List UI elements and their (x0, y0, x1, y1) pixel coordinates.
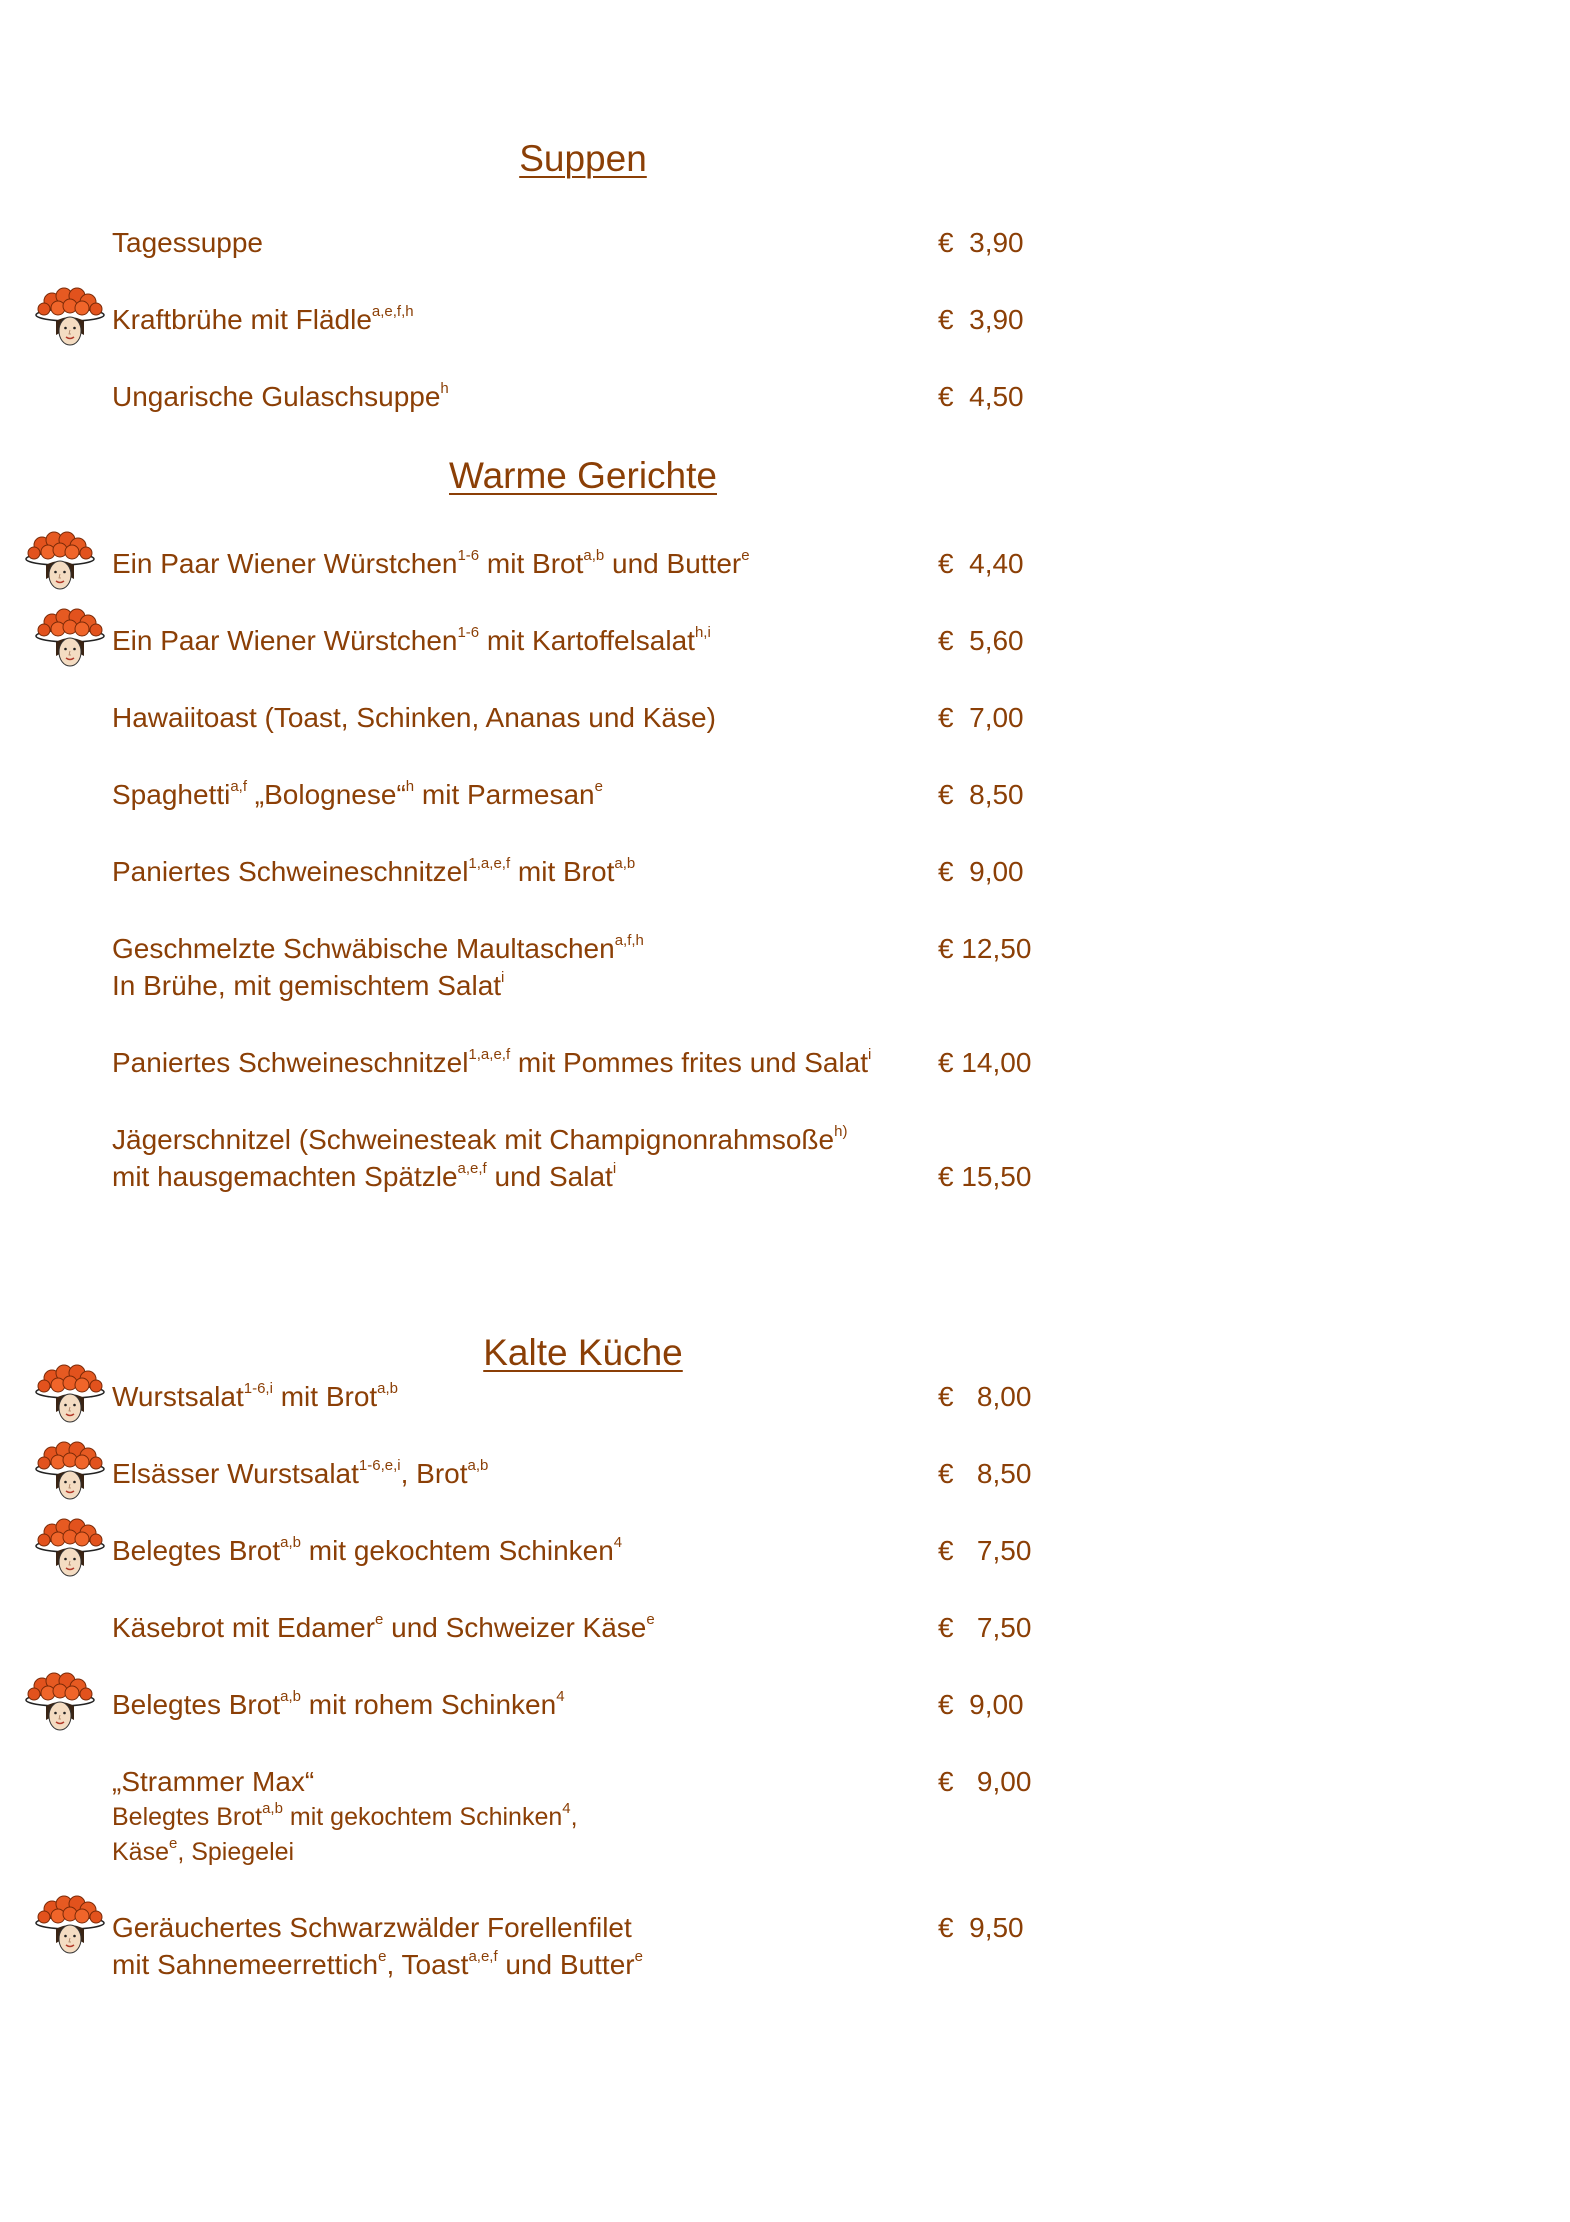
allergen-superscript: e (634, 1947, 643, 1965)
menu-item-text: mit Pommes frites und Salat (510, 1047, 869, 1078)
allergen-superscript: a,e,f (468, 1947, 498, 1965)
bollenhut-lady-icon (34, 1895, 106, 1959)
menu-item-line (112, 1455, 488, 1492)
allergen-superscript: a,b (583, 546, 605, 564)
menu-item-price: € 3,90 (938, 304, 1024, 335)
allergen-superscript: a,b (262, 1799, 283, 1817)
menu-item-text: , Spiegelei (177, 1838, 295, 1866)
menu-item (112, 1686, 565, 1723)
menu-item-text: Paniertes Schweineschnitzel (112, 1047, 469, 1078)
allergen-superscript: a,e,f (457, 1159, 487, 1177)
menu-item-line (112, 930, 644, 967)
menu-item-price: € 8,50 (938, 1458, 1032, 1489)
allergen-superscript: h,i (694, 623, 711, 641)
allergen-superscript: 1-6,i (243, 1379, 273, 1397)
bollenhut-lady-icon (34, 1441, 106, 1505)
menu-item-price: € 4,40 (938, 548, 1024, 579)
allergen-superscript: a,f (230, 777, 248, 795)
menu-item-text: „Strammer Max“ (112, 1766, 315, 1797)
allergen-superscript: h) (834, 1122, 848, 1140)
allergen-superscript: a,f,h (614, 931, 644, 949)
menu-item-price: € 4,50 (938, 381, 1024, 412)
menu-item-text: Belegtes Brot (112, 1535, 281, 1566)
menu-item-price: € 14,00 (938, 1047, 1032, 1078)
menu-item-text: Elsässer Wurstsalat (112, 1458, 359, 1489)
menu-item-line (112, 699, 716, 736)
menu-item-text: und Butter (497, 1949, 635, 1980)
menu-item (112, 545, 750, 582)
allergen-superscript: a,b (280, 1687, 301, 1705)
menu-item (112, 1763, 578, 1870)
menu-item-text: und Butter (604, 548, 742, 579)
menu-item-line (112, 1532, 622, 1569)
menu-item-text: Paniertes Schweineschnitzel (112, 856, 469, 887)
menu-item-line (112, 1800, 578, 1835)
allergen-superscript: 1,a,e,f (468, 854, 511, 872)
menu-item-text: Belegtes Brot (112, 1803, 263, 1831)
allergen-superscript: 1-6 (457, 546, 480, 564)
allergen-superscript: a,b (614, 854, 636, 872)
bollenhut-lady-icon (24, 531, 96, 595)
menu-item (112, 378, 449, 415)
menu-item-line (112, 1909, 643, 1946)
allergen-superscript: 1,a,e,f (468, 1045, 511, 1063)
section-heading-suppen: Suppen (519, 138, 647, 179)
menu-item (112, 1455, 488, 1492)
menu-item-price: € 9,50 (938, 1912, 1024, 1943)
allergen-superscript: e (741, 546, 750, 564)
menu-item-text: und Salat (486, 1161, 613, 1192)
menu-item-price: € 15,50 (938, 1161, 1032, 1192)
menu-item (112, 1909, 643, 1983)
menu-item-line (112, 622, 711, 659)
menu-item-line (112, 1378, 398, 1415)
allergen-superscript: a,b (377, 1379, 399, 1397)
menu-item-line (112, 1121, 847, 1158)
menu-item-text: Geschmelzte Schwäbische Maultaschen (112, 933, 615, 964)
menu-item-text: Ein Paar Wiener Würstchen (112, 548, 458, 579)
bollenhut-lady-icon (34, 1518, 106, 1582)
menu-item-text: Tagessuppe (112, 227, 264, 258)
menu-item-line (112, 224, 263, 261)
menu-item-text: Ungarische Gulaschsuppe (112, 381, 441, 412)
menu-item-text: „Bolognese“ (247, 779, 406, 810)
menu-item-line (112, 1686, 565, 1723)
menu-item-price: € 9,00 (938, 1766, 1032, 1797)
menu-item-line (112, 853, 635, 890)
allergen-superscript: h (440, 379, 449, 397)
menu-item (112, 776, 603, 813)
menu-item-text: mit hausgemachten Spätzle (112, 1161, 458, 1192)
menu-item-text: mit rohem Schinken (300, 1689, 557, 1720)
menu-item-text: mit Brot (479, 548, 584, 579)
menu-item-text: Käsebrot mit Edamer (112, 1612, 375, 1643)
menu-item-text: , Toast (386, 1949, 469, 1980)
bollenhut-lady-icon (34, 287, 106, 351)
menu-item-price: € 8,00 (938, 1381, 1032, 1412)
section-heading-warme-gerichte: Warme Gerichte (449, 455, 717, 496)
menu-item (112, 1121, 847, 1195)
allergen-superscript: i (612, 1159, 617, 1177)
menu-item-price: € 3,90 (938, 227, 1024, 258)
menu-item-text: mit Sahnemeerrettich (112, 1949, 379, 1980)
allergen-superscript: e (594, 777, 603, 795)
menu-item-line (112, 1044, 871, 1081)
menu-item (112, 224, 263, 261)
menu-item-text: , Brot (400, 1458, 468, 1489)
menu-item-text: mit Brot (510, 856, 615, 887)
menu-item-text: mit Kartoffelsalat (479, 625, 695, 656)
allergen-superscript: a,b (467, 1456, 489, 1474)
menu-item-text: mit gekochtem Schinken (300, 1535, 614, 1566)
allergen-superscript: i (501, 968, 505, 986)
menu-item (112, 1044, 871, 1081)
menu-item (112, 1609, 655, 1646)
allergen-superscript: 1-6,e,i (358, 1456, 401, 1474)
menu-item-price: € 7,00 (938, 702, 1024, 733)
allergen-superscript: e (378, 1947, 387, 1965)
menu-item-text: Spaghetti (112, 779, 231, 810)
menu-item-price: € 8,50 (938, 779, 1024, 810)
menu-item-line (112, 301, 414, 338)
menu-item-line (112, 967, 644, 1004)
menu-item-text: Hawaiitoast (Toast, Schinken, Ananas und Käse) (112, 702, 716, 733)
allergen-superscript: a,b (280, 1533, 301, 1551)
menu-item-price: € 12,50 (938, 933, 1032, 964)
allergen-superscript: i (868, 1045, 872, 1063)
menu-item-line (112, 1835, 578, 1870)
menu-item-text: Jägerschnitzel (Schweinesteak mit Champignonrahmsoße (112, 1124, 835, 1155)
menu-item (112, 1532, 622, 1569)
menu-item-price: € 5,60 (938, 625, 1024, 656)
menu-item (112, 699, 716, 736)
menu-item-text: Geräuchertes Schwarzwälder Forellenfilet (112, 1912, 632, 1943)
menu-item-line (112, 1158, 847, 1195)
bollenhut-lady-icon (34, 608, 106, 672)
menu-item-text: Kraftbrühe mit Flädle (112, 304, 372, 335)
allergen-superscript: 4 (556, 1687, 565, 1705)
bollenhut-lady-icon (34, 1364, 106, 1428)
allergen-superscript: 4 (613, 1533, 623, 1551)
menu-item-text: mit Parmesan (414, 779, 595, 810)
section-heading-kalte-kueche: Kalte Küche (483, 1332, 683, 1373)
menu-item-line (112, 1763, 578, 1800)
menu-item-text: mit Brot (272, 1381, 378, 1412)
menu-item-line (112, 545, 750, 582)
allergen-superscript: 1-6 (457, 623, 480, 641)
menu-item (112, 301, 414, 338)
bollenhut-lady-icon (24, 1672, 96, 1736)
menu-item-line (112, 776, 603, 813)
menu-item-text: Wurstsalat (112, 1381, 244, 1412)
allergen-superscript: a,e,f,h (371, 302, 414, 320)
menu-item (112, 1378, 398, 1415)
menu-item-text: In Brühe, mit gemischtem Salat (112, 970, 502, 1001)
menu-item-text: , (570, 1803, 578, 1831)
allergen-superscript: e (646, 1610, 655, 1628)
allergen-superscript: h (405, 777, 415, 795)
menu-item-price: € 9,00 (938, 856, 1024, 887)
menu-item-line (112, 1609, 655, 1646)
menu-item-line (112, 1946, 643, 1983)
menu-item-text: Käse (112, 1838, 169, 1866)
menu-item-price: € 7,50 (938, 1612, 1032, 1643)
allergen-superscript: e (168, 1834, 178, 1852)
menu-item (112, 622, 711, 659)
menu-item-text: mit gekochtem Schinken (282, 1803, 563, 1831)
allergen-superscript: 4 (562, 1799, 571, 1817)
menu-item (112, 853, 635, 890)
menu-item-price: € 9,00 (938, 1689, 1024, 1720)
allergen-superscript: e (375, 1610, 384, 1628)
menu-item-text: Ein Paar Wiener Würstchen (112, 625, 458, 656)
menu-item-text: und Schweizer Käse (383, 1612, 647, 1643)
menu-item-text: Belegtes Brot (112, 1689, 281, 1720)
menu-item-price: € 7,50 (938, 1535, 1032, 1566)
menu-item-line (112, 378, 449, 415)
menu-item (112, 930, 644, 1004)
